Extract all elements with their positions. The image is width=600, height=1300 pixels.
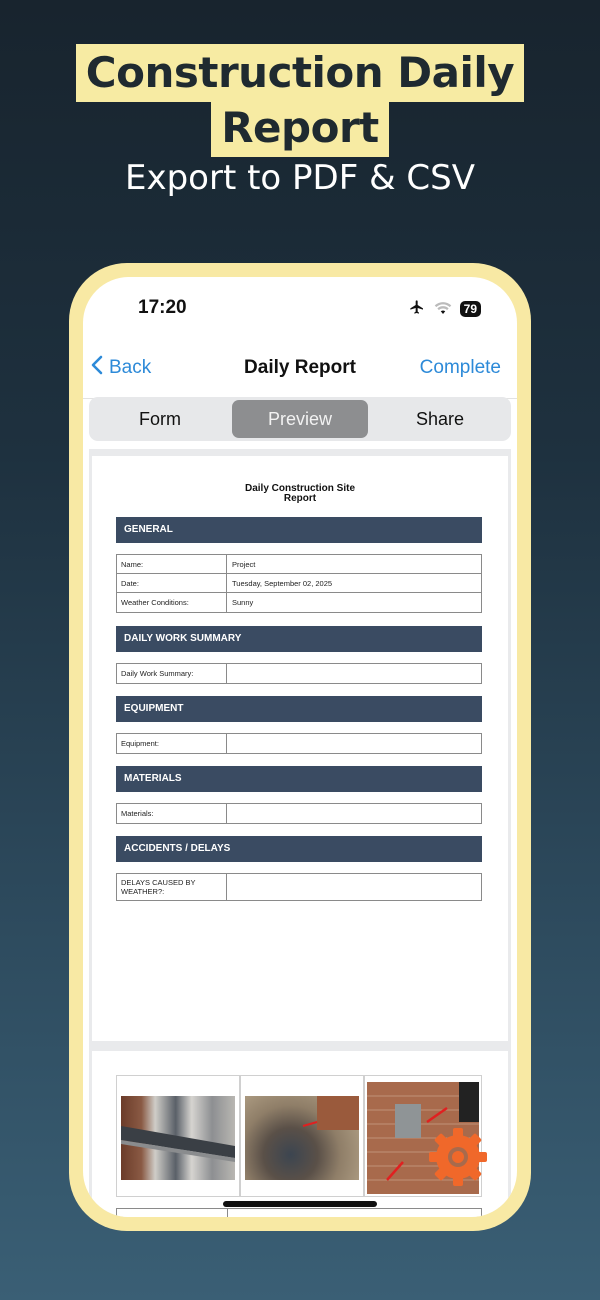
phone-frame: [69, 263, 531, 1231]
headline-text-2: Report: [211, 99, 389, 157]
table-row: [117, 734, 481, 753]
table-row: [116, 1208, 482, 1217]
headline-line-2: [0, 99, 600, 157]
table-label: Name:: [117, 555, 227, 573]
headline-subtitle: Export to PDF & CSV: [125, 158, 475, 198]
table-row: [117, 574, 481, 593]
materials-table: [116, 803, 482, 824]
home-indicator[interactable]: [223, 1201, 377, 1207]
back-button-label: Back: [109, 357, 152, 378]
table-value: [227, 874, 481, 900]
document-title-line-2: Report: [283, 493, 317, 504]
headline-line-1: [0, 44, 600, 102]
phone-screen: [83, 277, 517, 1217]
wifi-icon: [434, 300, 452, 319]
document-page-1: [92, 456, 508, 1041]
table-row: [117, 664, 481, 683]
back-button[interactable]: [91, 355, 151, 381]
photo-cell: [364, 1075, 482, 1197]
table-value: Tuesday, September 02, 2025: [232, 578, 333, 588]
work-summary-table: [116, 663, 482, 684]
section-header-general: GENERAL: [116, 517, 482, 543]
table-row: [117, 593, 481, 612]
table-value: [227, 734, 481, 753]
battery-icon: 79: [460, 301, 481, 317]
document-page-2: [92, 1051, 508, 1217]
document-preview[interactable]: [89, 449, 511, 1217]
table-row: [117, 874, 481, 900]
section-header-work-summary: DAILY WORK SUMMARY: [116, 626, 482, 652]
headline-text-1: Construction Daily: [76, 44, 524, 102]
table-label: Equipment:: [117, 734, 227, 753]
table-label: DELAYS CAUSED BY WEATHER?:: [117, 874, 227, 900]
complete-button[interactable]: Complete: [419, 357, 501, 378]
site-photo: [245, 1096, 359, 1180]
status-time: 17:20: [138, 297, 187, 318]
table-divider: [227, 1209, 228, 1217]
table-value: [227, 804, 481, 823]
table-label: Date:: [117, 574, 227, 592]
chevron-left-icon: [91, 355, 103, 381]
table-label: Materials:: [117, 804, 227, 823]
table-value: Project: [232, 559, 256, 569]
section-header-equipment: EQUIPMENT: [116, 696, 482, 722]
table-row: [117, 804, 481, 823]
segmented-control: [89, 397, 511, 441]
tab-preview[interactable]: Preview: [232, 400, 368, 438]
general-table: [116, 554, 482, 613]
airplane-icon: [408, 299, 426, 319]
equipment-table: [116, 733, 482, 754]
page-title: Daily Report: [244, 357, 356, 378]
table-value: Sunny: [232, 598, 254, 607]
photo-cell: [240, 1075, 364, 1197]
section-header-accidents: ACCIDENTS / DELAYS: [116, 836, 482, 862]
site-photo: [121, 1096, 235, 1180]
tab-share[interactable]: Share: [415, 409, 465, 429]
tab-form[interactable]: Form: [139, 409, 181, 429]
table-label: Weather Conditions:: [117, 593, 227, 612]
navigation-bar: [83, 347, 517, 393]
photo-cell: [116, 1075, 240, 1197]
table-value: [227, 664, 481, 683]
status-icons: [408, 299, 481, 319]
document-title: [92, 484, 508, 504]
table-row: [117, 555, 481, 574]
document-title-line-1: Daily Construction Site: [244, 483, 355, 494]
gear-icon[interactable]: [427, 1126, 489, 1188]
section-header-materials: MATERIALS: [116, 766, 482, 792]
table-label: Daily Work Summary:: [117, 664, 227, 683]
accidents-table: [116, 873, 482, 901]
